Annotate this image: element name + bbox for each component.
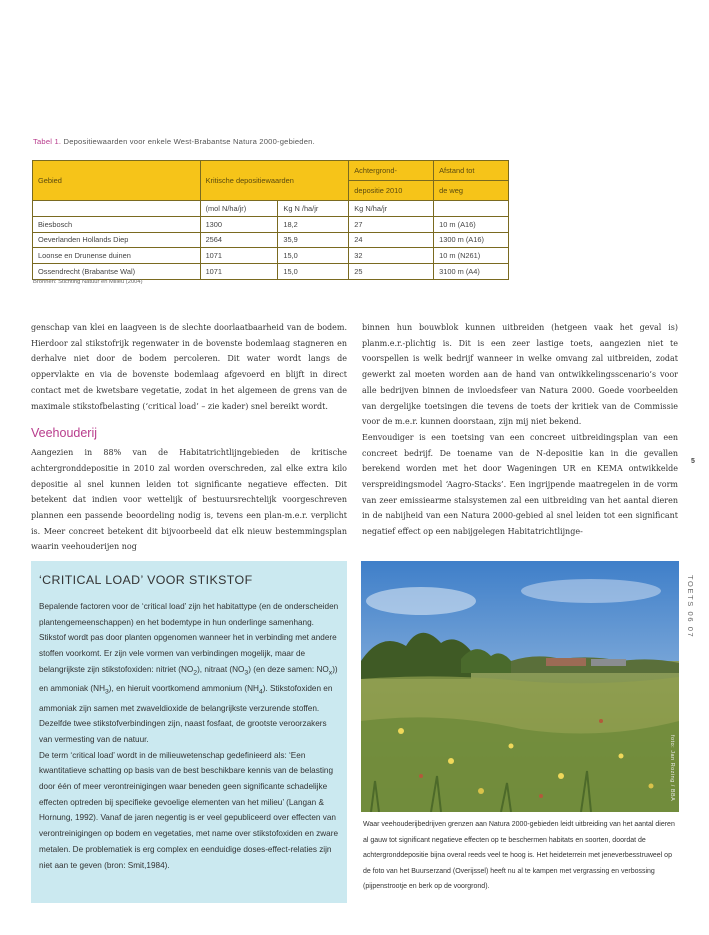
table-cell: 25 [349, 264, 434, 280]
table-cell: 32 [349, 248, 434, 264]
box-text: ), nitraat (NO [197, 664, 245, 674]
table-caption-text: Depositiewaarden voor enkele West-Brabantse Natura 2000-gebieden. [61, 137, 315, 146]
header-gebied: Gebied [33, 161, 201, 201]
critical-load-box [31, 561, 347, 903]
journal-name: TOETS 06 07 [686, 575, 695, 639]
landscape-photo-image [361, 561, 679, 812]
header-afstand-2: de weg [434, 181, 509, 201]
units-kg-achtergrond: Kg N/ha/jr [349, 201, 434, 217]
units-empty [33, 201, 201, 217]
table-cell: 27 [349, 216, 434, 232]
table-caption [33, 137, 315, 146]
subscript: x [328, 669, 333, 677]
table-cell: 3100 m (A4) [434, 264, 509, 280]
photo-caption: Waar veehouderijbedrijven grenzen aan Natura 2000-gebieden leidt uitbreiding van het aantal dieren al gauw tot significant negatieve effecten op te beschermen habitats en soorten, doordat de achtergronddepositie bijna overal reeds veel te hoog is. Het heideterrein met jeneverbesstruweel op de foto van het Buurserzand (Overijssel) heeft nu al te kampen met vergrassing en verbossing (pijpenstrootje en berk op de voorgrond). [363, 821, 675, 891]
table-cell: 10 m (A16) [434, 216, 509, 232]
box-title: ‘CRITICAL LOAD’ VOOR STIKSTOF [39, 573, 253, 587]
table-units-row [33, 201, 509, 217]
box-text: ) (en deze samen: NO [248, 664, 329, 674]
page-number: 5 [691, 458, 695, 465]
subscript: 4 [258, 688, 263, 696]
header-achtergrond-1: Achtergrond- [349, 161, 434, 181]
photo-credit: foto: Jan Rozing / BBA [669, 735, 675, 802]
left-paragraph-1: genschap van klei en laagveen is de slechte doorlaatbaarheid van de bodem. Hierdoor zal stikstofrijk regenwater in de bovenste bodemlaag stagneren en derhalve niet door de bodem percoleren. Dit water wordt langs de oppervlakte en via de bovenste bodemlaag afgevoerd en blijft in direct contact met de kwetsbare vegetatie, zodat in het algemeen de grens van de maximale stikstofbelasting (‘critical load’ – zie kader) snel bereikt wordt. [31, 323, 347, 411]
left-paragraph-2: Aangezien in 88% van de Habitatrichtlijngebieden de kritische achtergronddepositie in 2010 zal worden overschreden, zal elke extra kilo depositie al snel kunnen leiden tot significante negatieve effecten. Dit betekent dat indien voor wettelijk of bestuursrechtelijk voorgeschreven plannen een passende beoordeling nodig is, tevens een plan-m.e.r. verplicht is. Meer concreet betekent dit bijvoorbeeld dat elk nieuw bestemmingsplan waarin veehouderijen nog [31, 448, 347, 552]
table-cell: 15,0 [278, 248, 349, 264]
landscape-photo [361, 561, 679, 812]
table-cell: 1300 m (A16) [434, 232, 509, 248]
box-text: )) en ammoniak (NH [39, 664, 338, 694]
deposition-table [32, 160, 509, 280]
table-cell: 24 [349, 232, 434, 248]
subscript: 2 [193, 669, 198, 677]
right-paragraph-2: Eenvoudiger is een toetsing van een concreet uitbreidingsplan van een concreet bedrijf. De toename van de N-depositie kan in die gevallen berekend worden met het door Wageningen UR en KEMA ontwikkelde verspreidingsmodel ‘Aagro-Stacks’. Een ingrijpende maatregelen in de vorm van zeer emissiearme stalsystemen zal een uitbreiding van het aantal dieren in de nabijheid van een Natura 2000-gebied al snel leiden tot een significant negatief effect op een nabijgelegen Habitatrichtlijnge- [362, 432, 678, 537]
units-afstand [434, 201, 509, 217]
header-kritisch: Kritische depositiewaarden [200, 161, 349, 201]
subscript: 3 [104, 688, 109, 696]
table-cell: 1071 [200, 264, 278, 280]
box-text: Bepalende factoren voor de ‘critical load’ zijn het habitattype (en de onderscheiden plantengemeenschappen) en het bodemtype in hun onderlinge samenhang. Stikstof wordt pas door planten opgenomen wanneer het in verbinding met andere stoffen voorkomt. Er zijn vele vormen van verbindingen mogelijk, maar de belangrijkste zijn stikstofoxiden: nitriet (NO [39, 602, 339, 674]
table-row [33, 216, 509, 232]
table-cell: 1071 [200, 248, 278, 264]
box-body [39, 599, 339, 873]
units-mol: (mol N/ha/jr) [200, 201, 278, 217]
table-cell: 15,0 [278, 264, 349, 280]
table-header-row [33, 161, 509, 181]
units-kg: Kg N /ha/jr [278, 201, 349, 217]
table-cell: Biesbosch [33, 216, 201, 232]
table-caption-prefix: Tabel 1. [33, 137, 62, 146]
table-cell: 35,9 [278, 232, 349, 248]
table-cell: 10 m (N261) [434, 248, 509, 264]
section-heading-veehouderij: Veehouderij [31, 426, 98, 441]
table-cell: Ossendrecht (Brabantse Wal) [33, 264, 201, 280]
box-paragraph-1 [39, 599, 339, 748]
table-cell: 1300 [200, 216, 278, 232]
table-row [33, 232, 509, 248]
box-text: ). Stikstofoxiden en ammoniak zijn samen met zwaveldioxide de belangrijkste verzurende stoffen. Dezelfde twee stikstofverbindingen zijn, naast fosfaat, de grootste veroorzakers van vermesting van de natuur. [39, 684, 333, 744]
subscript: 3 [244, 669, 249, 677]
table-row [33, 248, 509, 264]
box-text: ), en hieruit voortkomend ammonium (NH [108, 684, 259, 694]
header-afstand-1: Afstand tot [434, 161, 509, 181]
table-cell: 18,2 [278, 216, 349, 232]
left-column [31, 320, 347, 555]
right-column [362, 320, 678, 540]
box-paragraph-2: De term ‘critical load’ wordt in de milieuwetenschap gedefinieerd als: ‘Een kwantitatieve schatting op basis van de best beschikbare kennis van de belasting door één of meer verontreinigingen waar beneden geen significante schadelijke effecten optreden bij specifieke gevoelige elementen van het milieu’ (Langan & Hornung, 1992). Vanaf de jaren negentig is er veel gepubliceerd over effecten van verontreinigingen op bodem en vegetaties, met name over stikstofoxiden en zware metalen. De problematiek is erg complex en eenduidige doses-effect-relaties zijn niet aan te geven (bron: Smit,1984). [39, 750, 339, 870]
table-cell: 2564 [200, 232, 278, 248]
table-cell: Oeverlanden Hollands Diep [33, 232, 201, 248]
table-cell: Loonse en Drunense duinen [33, 248, 201, 264]
table-row [33, 264, 509, 280]
table-source: Bronnen: Stichting Natuur en Milieu (2004) [33, 279, 143, 285]
right-paragraph-1: binnen hun bouwblok kunnen uitbreiden (hetgeen vaak het geval is) planm.e.r.-plichtig is. Dit is een zeer lastige toets, aangezien niet te voorspellen is welk bedrijf wanneer in welke omvang zal uitbreiden, zodat gewerkt zal moeten worden aan de hand van ontwikkelingsscenario’s voor alle bedrijven binnen de invloedsfeer van Natura 2000. Goede voorbeelden van dergelijke toetsingen die tevens de toets der kritiek van de Commissie voor de m.e.r. kunnen doorstaan, zijn mij niet bekend. [362, 323, 678, 427]
header-achtergrond-2: depositie 2010 [349, 181, 434, 201]
